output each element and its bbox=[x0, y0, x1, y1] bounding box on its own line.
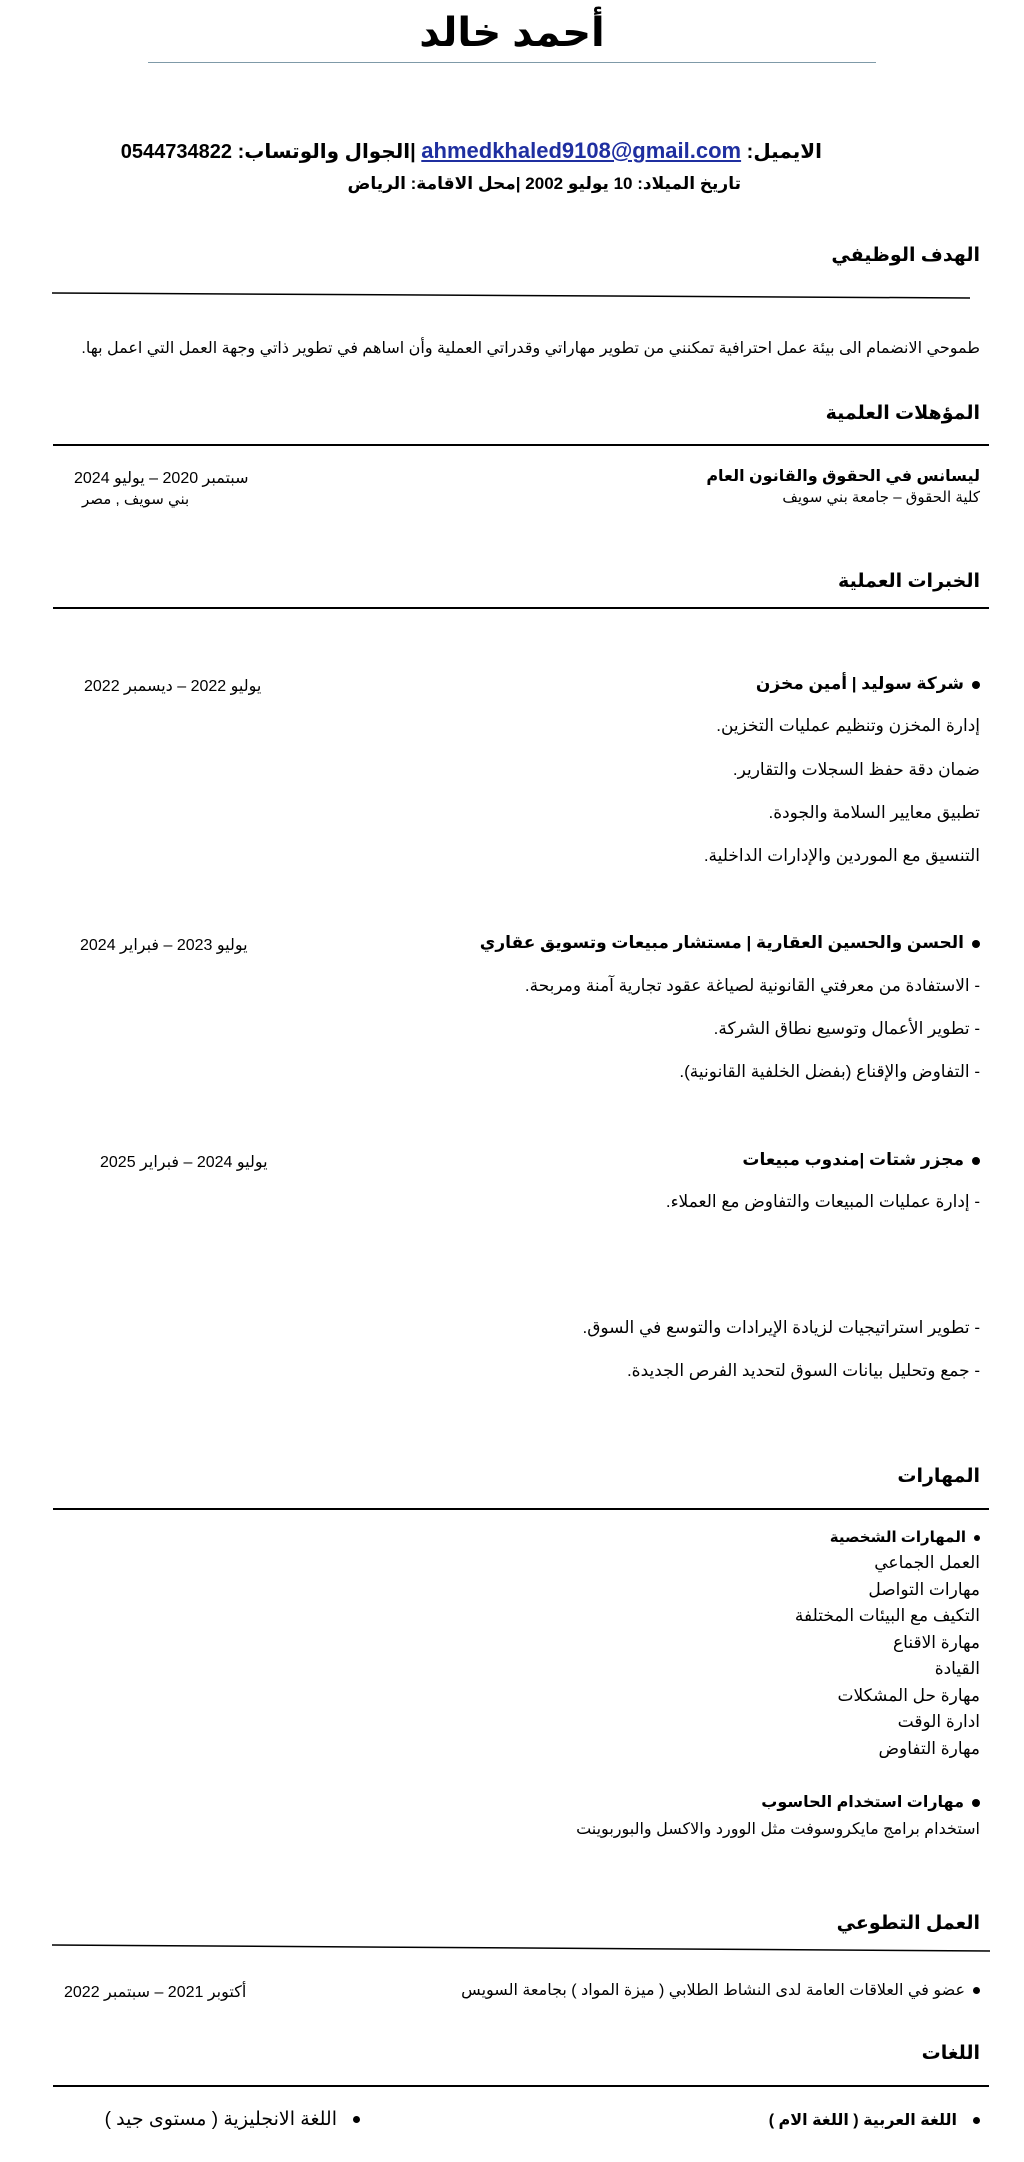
job-dates: يوليو 2023 – فبراير 2024 bbox=[80, 937, 248, 954]
resume-name: أحمد خالد bbox=[419, 11, 605, 55]
skill-item: مهارات التواصل bbox=[868, 1580, 980, 1599]
job-duty: التنسيق مع الموردين والإدارات الداخلية. bbox=[703, 846, 980, 865]
school-name: كلية الحقوق – جامعة بني سويف bbox=[782, 489, 980, 506]
skill-item: العمل الجماعي bbox=[874, 1553, 980, 1572]
education-divider bbox=[53, 444, 989, 446]
languages-title: اللغات bbox=[921, 2043, 980, 2064]
volunteer-divider bbox=[52, 1944, 992, 1954]
contact-line bbox=[121, 138, 822, 164]
skill-item: مهارة حل المشكلات bbox=[837, 1686, 980, 1705]
job-title: الحسن والحسين العقارية | مستشار مبيعات وتسويق عقاري bbox=[480, 933, 980, 953]
languages-divider bbox=[53, 2085, 989, 2087]
job-duty: - جمع وتحليل بيانات السوق لتحديد الفرص الجديدة. bbox=[626, 1361, 980, 1380]
job-duty: تطبيق معايير السلامة والجودة. bbox=[768, 803, 980, 822]
language-item: اللغة الانجليزية ( مستوى جيد ) bbox=[105, 2108, 360, 2131]
residence: |محل الاقامة: الرياض bbox=[347, 174, 521, 193]
skills-title: المهارات bbox=[897, 1466, 980, 1487]
computer-skills-title: مهارات استخدام الحاسوب bbox=[761, 1792, 980, 1812]
phone-label: |الجوال والوتساب: bbox=[237, 141, 416, 163]
bullet-icon bbox=[974, 1535, 980, 1541]
job-duty: - إدارة عمليات المبيعات والتفاوض مع العملاء. bbox=[665, 1192, 980, 1211]
bullet-icon bbox=[972, 940, 980, 948]
job-title: مجزر شتات |مندوب مبيعات bbox=[742, 1150, 980, 1170]
bullet-icon bbox=[973, 1987, 980, 1994]
job-dates: يوليو 2024 – فبراير 2025 bbox=[100, 1154, 268, 1171]
volunteer-dates: أكتوبر 2021 – سبتمبر 2022 bbox=[64, 1984, 247, 2001]
job-duty: ضمان دقة حفظ السجلات والتقارير. bbox=[732, 760, 980, 779]
education-location: بني سويف , مصر bbox=[82, 491, 190, 508]
computer-skills-text: استخدام برامج مايكروسوفت مثل الوورد والاكسل والبوربوينت bbox=[576, 1821, 980, 1838]
job-duty: - تطوير استراتيجيات لزيادة الإيرادات والتوسع في السوق. bbox=[582, 1318, 980, 1337]
objective-divider bbox=[52, 292, 972, 300]
skill-item: ادارة الوقت bbox=[897, 1712, 980, 1731]
bullet-icon bbox=[353, 2116, 360, 2123]
experience-divider bbox=[53, 607, 989, 609]
skill-item: مهارة التفاوض bbox=[878, 1739, 980, 1758]
birth-residence-line bbox=[347, 174, 741, 194]
skill-item: القيادة bbox=[934, 1659, 980, 1678]
experience-title: الخبرات العملية bbox=[838, 571, 980, 592]
job-duty: - الاستفادة من معرفتي القانونية لصياغة عقود تجارية آمنة ومربحة. bbox=[524, 976, 980, 995]
email-link[interactable]: ahmedkhaled9108@gmail.com bbox=[421, 138, 742, 163]
objective-title: الهدف الوظيفي bbox=[831, 245, 980, 266]
job-duty: إدارة المخزن وتنظيم عمليات التخزين. bbox=[716, 716, 980, 735]
language-item: اللغة العربية ( اللغة الام ) bbox=[769, 2110, 980, 2130]
bullet-icon bbox=[972, 1799, 980, 1807]
job-title: شركة سوليد | أمين مخزن bbox=[756, 674, 980, 694]
bullet-icon bbox=[972, 681, 980, 689]
degree-title: ليسانس في الحقوق والقانون العام bbox=[706, 468, 980, 485]
bullet-icon bbox=[973, 2117, 980, 2124]
phone-number: 0544734822 bbox=[120, 141, 232, 163]
job-duty: - تطوير الأعمال وتوسيع نطاق الشركة. bbox=[713, 1019, 980, 1038]
education-dates: سبتمبر 2020 – يوليو 2024 bbox=[74, 470, 249, 487]
email-label: الايميل: bbox=[746, 141, 822, 163]
name-divider bbox=[148, 62, 876, 63]
job-duty: - التفاوض والإقناع (بفضل الخلفية القانونية). bbox=[679, 1062, 980, 1081]
volunteer-item: عضو في العلاقات العامة لدى النشاط الطلابي ( ميزة المواد ) بجامعة السويس bbox=[461, 1980, 980, 2000]
birth-date: تاريخ الميلاد: 10 يوليو 2002 bbox=[525, 174, 741, 193]
education-title: المؤهلات العلمية bbox=[825, 403, 980, 424]
skills-divider bbox=[53, 1508, 989, 1510]
bullet-icon bbox=[972, 1157, 980, 1165]
skill-item: التكيف مع البيئات المختلفة bbox=[794, 1606, 980, 1625]
job-dates: يوليو 2022 – ديسمبر 2022 bbox=[84, 678, 262, 695]
skill-item: مهارة الاقناع bbox=[893, 1633, 980, 1652]
volunteer-title: العمل التطوعي bbox=[836, 1913, 980, 1934]
personal-skills-title: المهارات الشخصية bbox=[830, 1528, 980, 1546]
objective-text: طموحي الانضمام الى بيئة عمل احترافية تمكنني من تطوير مهاراتي وقدراتي العملية وأن اساهم في تطوير ذاتي وجهة العمل التي اعمل بها. bbox=[81, 340, 980, 357]
